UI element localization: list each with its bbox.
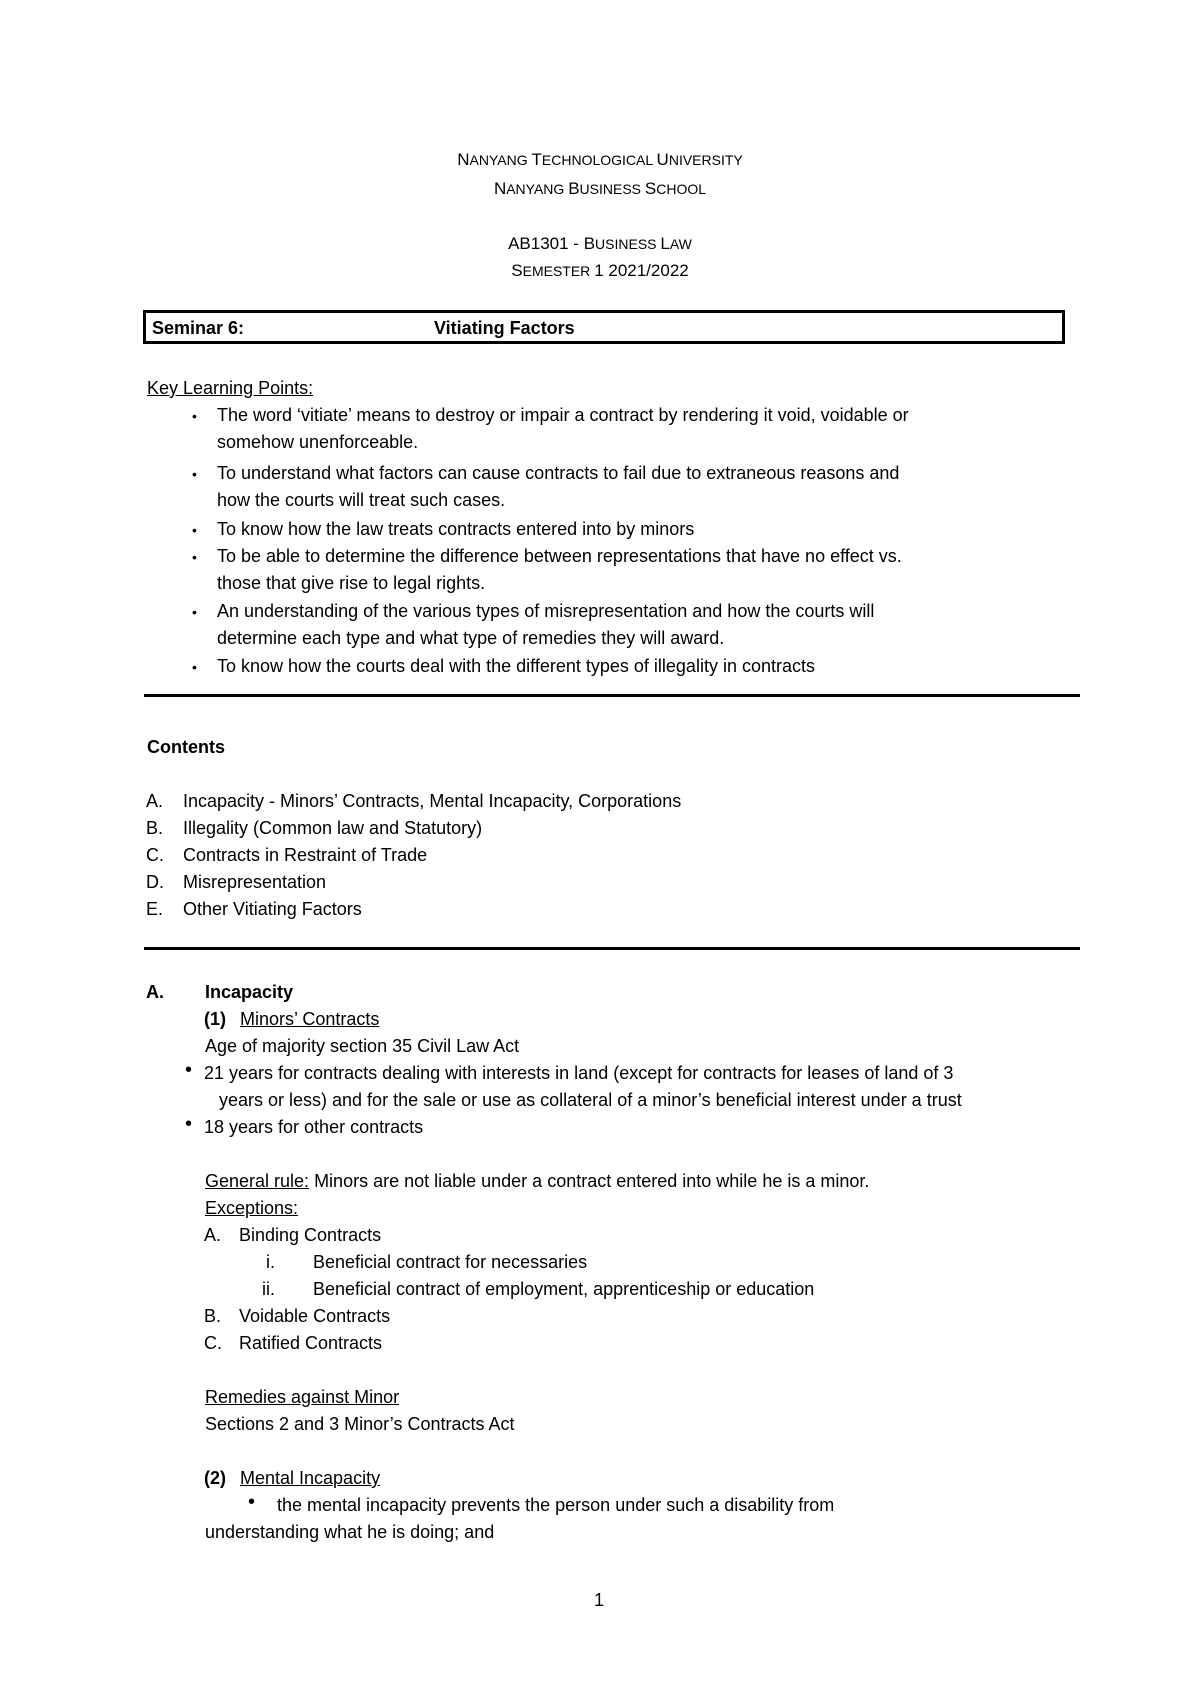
exception-item: Voidable Contracts	[239, 1306, 391, 1326]
exception-letter: A.	[204, 1225, 222, 1245]
key-point-text: The word ‘vitiate’ means to destroy or impair a contract by rendering it void, voidable or	[217, 405, 909, 425]
key-point-text: those that give rise to legal rights.	[217, 573, 486, 593]
age-of-majority-line: Age of majority section 35 Civil Law Act	[205, 1036, 520, 1056]
exception-item: Binding Contracts	[239, 1225, 382, 1245]
age-bullet-text: 18 years for other contracts	[204, 1117, 424, 1137]
contents-letter: E.	[146, 899, 164, 919]
contents-letter: A.	[146, 791, 164, 811]
university-name: NANYANG TECHNOLOGICAL UNIVERSITY	[457, 150, 743, 169]
section-letter: A.	[146, 982, 164, 1002]
age-bullet-text: years or less) and for the sale or use as collateral of a minor’s beneficial interest under a trust	[219, 1090, 962, 1110]
contents-letter: B.	[146, 818, 164, 838]
page-number: 1	[594, 1590, 605, 1610]
key-point-text: To know how the courts deal with the different types of illegality in contracts	[217, 656, 815, 676]
mental-incapacity-text: the mental incapacity prevents the person under such a disability from	[277, 1495, 835, 1515]
bullet-icon: •	[192, 466, 197, 482]
exception-item: Beneficial contract for necessaries	[313, 1252, 588, 1272]
seminar-label: Seminar 6:	[152, 318, 245, 338]
contents-item: Misrepresentation	[183, 872, 327, 892]
contents-item: Illegality (Common law and Statutory)	[183, 818, 483, 838]
section-title: Incapacity	[205, 982, 294, 1002]
bullet-icon: •	[192, 408, 197, 424]
contents-heading: Contents	[147, 737, 225, 757]
subsection-number: (2)	[204, 1468, 226, 1488]
remedies-text: Sections 2 and 3 Minor’s Contracts Act	[205, 1414, 515, 1434]
key-point-text: determine each type and what type of remedies they will award.	[217, 628, 725, 648]
bullet-icon: •	[192, 659, 197, 675]
exceptions-label: Exceptions:	[205, 1198, 299, 1218]
contents-letter: C.	[146, 845, 164, 865]
key-point-text: somehow unenforceable.	[217, 432, 419, 452]
semester-line: SEMESTER 1 2021/2022	[511, 261, 689, 280]
course-title: AB1301 - BUSINESS LAW	[508, 234, 692, 253]
exception-letter: C.	[204, 1333, 222, 1353]
section-divider	[144, 947, 1080, 950]
subsection-number: (1)	[204, 1009, 226, 1029]
key-point-text: An understanding of the various types of misrepresentation and how the courts will	[217, 601, 875, 621]
exception-numeral: i.	[266, 1252, 275, 1272]
remedies-heading: Remedies against Minor	[205, 1387, 400, 1407]
subsection-title: Minors’ Contracts	[240, 1009, 380, 1029]
school-name: NANYANG BUSINESS SCHOOL	[493, 179, 707, 198]
key-point-text: how the courts will treat such cases.	[217, 490, 506, 510]
key-points-heading: Key Learning Points:	[147, 378, 314, 398]
contents-item: Other Vitiating Factors	[183, 899, 362, 919]
exception-letter: B.	[204, 1306, 222, 1326]
seminar-title: Vitiating Factors	[434, 318, 575, 338]
key-point-text: To be able to determine the difference between representations that have no effect vs.	[217, 546, 902, 566]
bullet-icon: •	[185, 1059, 193, 1081]
bullet-icon: •	[192, 522, 197, 538]
contents-item: Contracts in Restraint of Trade	[183, 845, 428, 865]
bullet-icon: •	[192, 604, 197, 620]
contents-item: Incapacity - Minors’ Contracts, Mental Incapacity, Corporations	[183, 791, 682, 811]
mental-incapacity-text: understanding what he is doing; and	[205, 1522, 495, 1542]
key-point-text: To understand what factors can cause contracts to fail due to extraneous reasons and	[217, 463, 900, 483]
bullet-icon: •	[248, 1491, 256, 1513]
exception-item: Beneficial contract of employment, apprenticeship or education	[313, 1279, 815, 1299]
age-bullet-text: 21 years for contracts dealing with interests in land (except for contracts for leases of land of 3	[204, 1063, 954, 1083]
contents-letter: D.	[146, 872, 164, 892]
exception-item: Ratified Contracts	[239, 1333, 383, 1353]
bullet-icon: •	[192, 549, 197, 565]
general-rule: General rule: Minors are not liable under a contract entered into while he is a minor.	[205, 1171, 870, 1191]
seminar-box	[143, 310, 1065, 344]
bullet-icon: •	[185, 1113, 193, 1135]
section-divider	[144, 694, 1080, 697]
exception-numeral: ii.	[262, 1279, 275, 1299]
subsection-title: Mental Incapacity	[240, 1468, 381, 1488]
key-point-text: To know how the law treats contracts entered into by minors	[217, 519, 695, 539]
